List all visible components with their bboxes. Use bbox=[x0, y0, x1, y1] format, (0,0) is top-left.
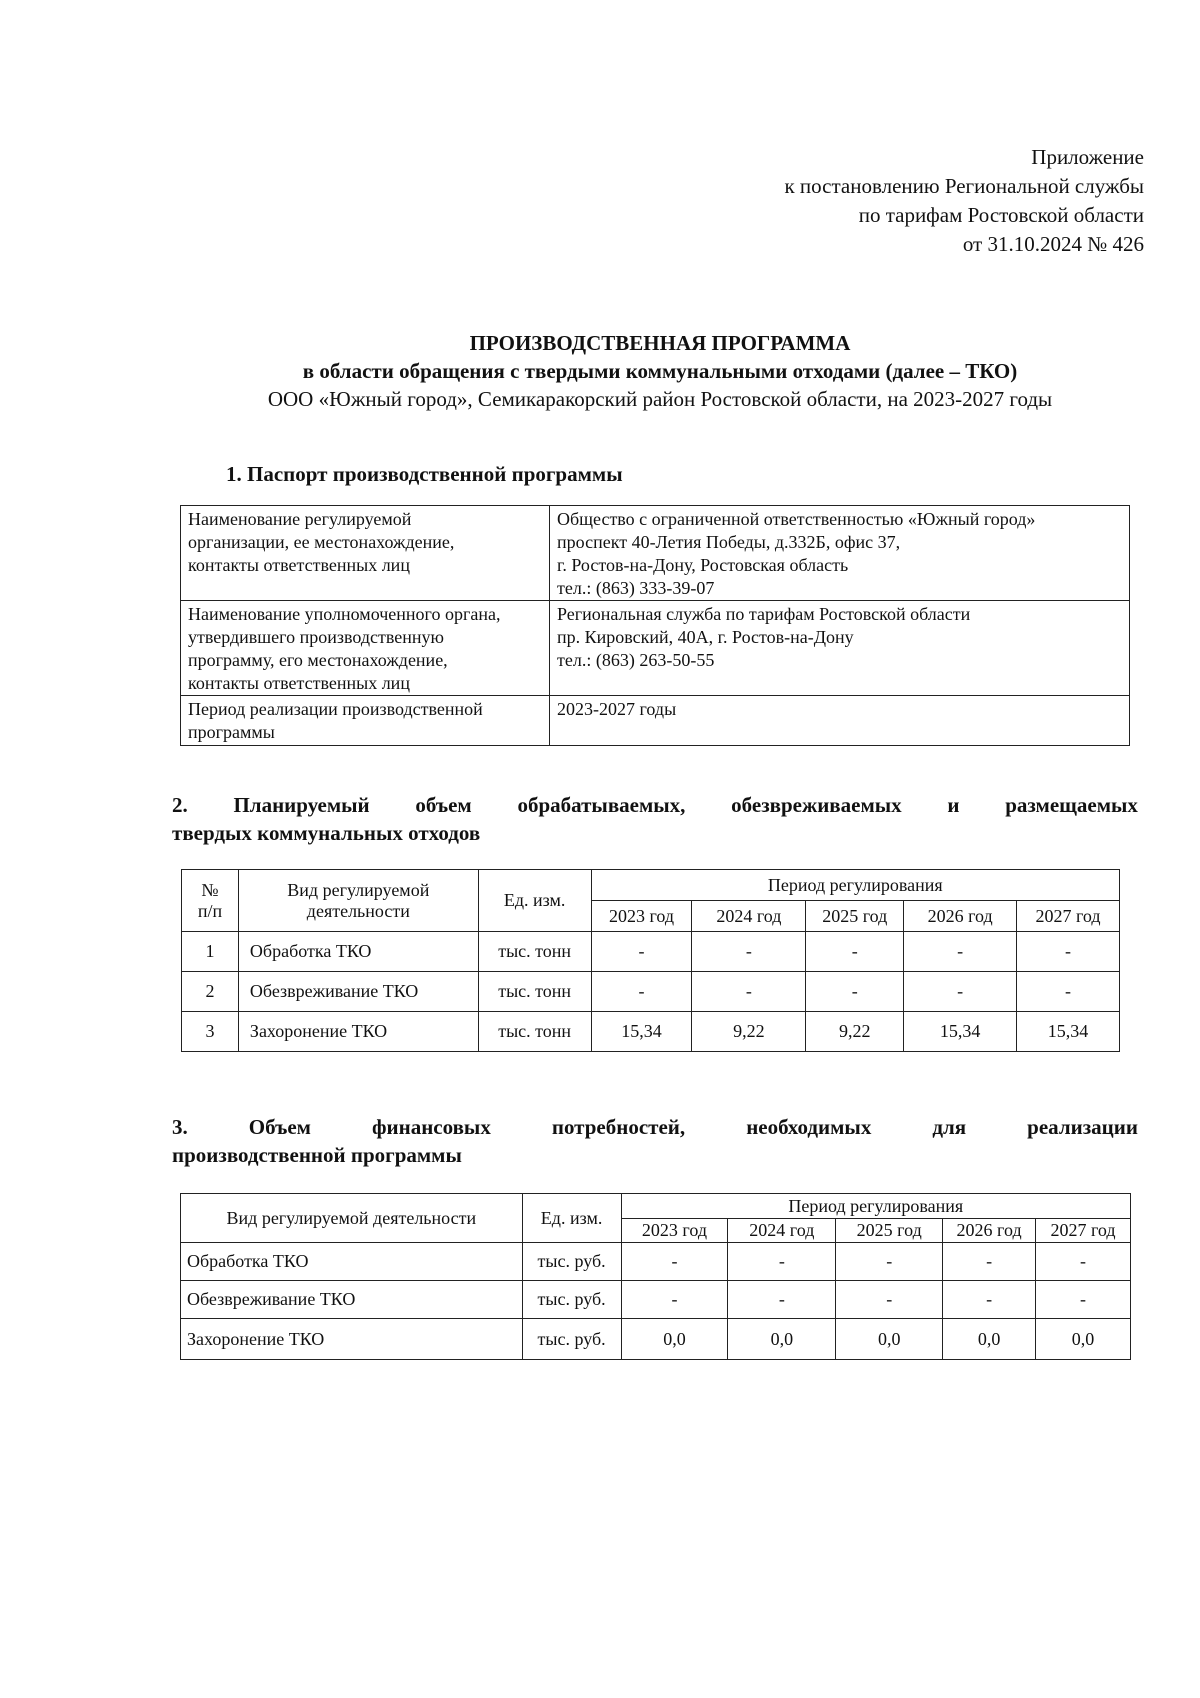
heading-word: реализации bbox=[1027, 1115, 1138, 1139]
row-unit: тыс. руб. bbox=[522, 1281, 621, 1319]
row-unit: тыс. руб. bbox=[522, 1319, 621, 1360]
table-row bbox=[181, 1243, 1131, 1281]
cell-line: контакты ответственных лиц bbox=[188, 673, 410, 693]
cell-line: тел.: (863) 263-50-55 bbox=[557, 650, 715, 670]
table-header-row bbox=[181, 1194, 1131, 1219]
document-organization: ООО «Южный город», Семикаракорский район Ростовской области, на 2023-2027 годы bbox=[267, 387, 1053, 411]
section1-heading: 1. Паспорт производственной программы bbox=[226, 462, 623, 486]
heading-word: для bbox=[932, 1115, 967, 1139]
section3-heading bbox=[172, 1113, 1138, 1169]
header-line: п/п bbox=[197, 900, 223, 921]
passport-label-cell bbox=[181, 601, 550, 696]
row-value: 0,0 bbox=[1036, 1319, 1131, 1360]
heading-line bbox=[172, 791, 1138, 819]
heading-word: обрабатываемых, bbox=[517, 793, 686, 817]
row-num: 3 bbox=[182, 1012, 239, 1052]
row-value: - bbox=[1017, 932, 1120, 972]
row-value: - bbox=[836, 1243, 943, 1281]
heading-word: обезвреживаемых bbox=[731, 793, 902, 817]
heading-word: Планируемый bbox=[233, 793, 370, 817]
row-value: - bbox=[904, 932, 1017, 972]
cell-line: Наименование регулируемой bbox=[188, 509, 412, 529]
document-subtitle: в области обращения с твердыми коммунальными отходами (далее – ТКО) bbox=[302, 359, 1018, 383]
row-value: - bbox=[591, 972, 692, 1012]
header-num bbox=[182, 870, 239, 932]
cell-line: тел.: (863) 333-39-07 bbox=[557, 578, 715, 598]
row-activity: Обезвреживание ТКО bbox=[238, 972, 478, 1012]
header-year: 2026 год bbox=[904, 901, 1017, 932]
row-value: - bbox=[1036, 1243, 1131, 1281]
row-num: 1 bbox=[182, 932, 239, 972]
passport-label-cell bbox=[181, 506, 550, 601]
cell-line: г. Ростов-на-Дону, Ростовская область bbox=[557, 555, 849, 575]
finance-table bbox=[180, 1193, 1131, 1360]
row-activity: Захоронение ТКО bbox=[238, 1012, 478, 1052]
header-year: 2025 год bbox=[836, 1219, 943, 1243]
row-value: - bbox=[943, 1281, 1036, 1319]
volume-table bbox=[181, 869, 1120, 1052]
header-period: Период регулирования bbox=[621, 1194, 1130, 1219]
header-year: 2023 год bbox=[591, 901, 692, 932]
header-unit: Ед. изм. bbox=[522, 1194, 621, 1243]
header-activity bbox=[238, 870, 478, 932]
heading-word: потребностей, bbox=[551, 1115, 686, 1139]
heading-word: Объем bbox=[248, 1115, 311, 1139]
row-value: 0,0 bbox=[836, 1319, 943, 1360]
row-value: 9,22 bbox=[806, 1012, 904, 1052]
row-value: 9,22 bbox=[692, 1012, 806, 1052]
passport-label-cell bbox=[181, 696, 550, 746]
cell-line: программу, его местонахождение, bbox=[188, 650, 448, 670]
header-year: 2024 год bbox=[728, 1219, 836, 1243]
table-row bbox=[182, 972, 1120, 1012]
cell-line: проспект 40-Летия Победы, д.332Б, офис 37, bbox=[557, 532, 901, 552]
heading-line bbox=[172, 1113, 1138, 1141]
heading-word: размещаемых bbox=[1005, 793, 1138, 817]
heading-line: производственной программы bbox=[172, 1143, 462, 1167]
heading-word: финансовых bbox=[371, 1115, 491, 1139]
heading-word: 3. bbox=[172, 1115, 188, 1139]
document-title-block bbox=[180, 329, 1140, 413]
appendix-line: Приложение bbox=[1031, 145, 1144, 169]
row-unit: тыс. тонн bbox=[478, 972, 591, 1012]
row-value: - bbox=[806, 972, 904, 1012]
cell-line: организации, ее местонахождение, bbox=[188, 532, 455, 552]
cell-line: Наименование уполномоченного органа, bbox=[188, 604, 501, 624]
row-value: 15,34 bbox=[1017, 1012, 1120, 1052]
cell-line: Общество с ограниченной ответственностью «Южный город» bbox=[557, 509, 1036, 529]
row-value: 0,0 bbox=[621, 1319, 728, 1360]
appendix-line: по тарифам Ростовской области bbox=[858, 203, 1144, 227]
heading-line: твердых коммунальных отходов bbox=[172, 821, 481, 845]
passport-table bbox=[180, 505, 1130, 746]
row-value: - bbox=[621, 1281, 728, 1319]
row-value: - bbox=[904, 972, 1017, 1012]
cell-line: программы bbox=[188, 722, 275, 742]
row-value: - bbox=[943, 1243, 1036, 1281]
passport-value-cell bbox=[550, 506, 1130, 601]
header-unit: Ед. изм. bbox=[478, 870, 591, 932]
header-period: Период регулирования bbox=[591, 870, 1119, 901]
row-value: 0,0 bbox=[728, 1319, 836, 1360]
table-row bbox=[181, 601, 1130, 696]
table-row bbox=[182, 932, 1120, 972]
header-line: № bbox=[201, 879, 219, 900]
cell-line: Период реализации производственной bbox=[188, 699, 483, 719]
row-value: - bbox=[836, 1281, 943, 1319]
cell-line: Региональная служба по тарифам Ростовской области bbox=[557, 604, 971, 624]
row-value: - bbox=[806, 932, 904, 972]
row-activity: Захоронение ТКО bbox=[181, 1319, 523, 1360]
header-line: деятельности bbox=[306, 900, 410, 921]
header-activity: Вид регулируемой деятельности bbox=[181, 1194, 523, 1243]
row-value: 15,34 bbox=[591, 1012, 692, 1052]
header-year: 2027 год bbox=[1036, 1219, 1131, 1243]
row-value: - bbox=[591, 932, 692, 972]
header-line: Вид регулируемой bbox=[287, 879, 430, 900]
document-title: ПРОИЗВОДСТВЕННАЯ ПРОГРАММА bbox=[469, 331, 851, 355]
appendix-line: к постановлению Региональной службы bbox=[784, 174, 1144, 198]
row-unit: тыс. тонн bbox=[478, 932, 591, 972]
cell-line: контакты ответственных лиц bbox=[188, 555, 410, 575]
header-year: 2026 год bbox=[943, 1219, 1036, 1243]
appendix-line: от 31.10.2024 № 426 bbox=[962, 232, 1144, 256]
row-value: 0,0 bbox=[943, 1319, 1036, 1360]
table-header-row bbox=[182, 870, 1120, 901]
heading-word: необходимых bbox=[746, 1115, 872, 1139]
row-value: - bbox=[621, 1243, 728, 1281]
row-num: 2 bbox=[182, 972, 239, 1012]
row-activity: Обработка ТКО bbox=[181, 1243, 523, 1281]
row-value: - bbox=[692, 932, 806, 972]
row-unit: тыс. тонн bbox=[478, 1012, 591, 1052]
cell-line: 2023-2027 годы bbox=[557, 699, 677, 719]
row-value: - bbox=[728, 1281, 836, 1319]
table-row bbox=[181, 506, 1130, 601]
heading-word: объем bbox=[415, 793, 472, 817]
row-value: - bbox=[1036, 1281, 1131, 1319]
appendix-note bbox=[784, 143, 1144, 259]
table-row bbox=[181, 696, 1130, 746]
row-activity: Обезвреживание ТКО bbox=[181, 1281, 523, 1319]
row-value: 15,34 bbox=[904, 1012, 1017, 1052]
header-year: 2023 год bbox=[621, 1219, 728, 1243]
row-activity: Обработка ТКО bbox=[238, 932, 478, 972]
table-row bbox=[181, 1319, 1131, 1360]
row-value: - bbox=[1017, 972, 1120, 1012]
header-year: 2025 год bbox=[806, 901, 904, 932]
passport-value-cell bbox=[550, 696, 1130, 746]
header-year: 2027 год bbox=[1017, 901, 1120, 932]
cell-line: утвердившего производственную bbox=[188, 627, 444, 647]
passport-value-cell bbox=[550, 601, 1130, 696]
row-value: - bbox=[692, 972, 806, 1012]
table-row bbox=[181, 1281, 1131, 1319]
heading-word: и bbox=[947, 793, 960, 817]
cell-line: пр. Кировский, 40А, г. Ростов-на-Дону bbox=[557, 627, 854, 647]
row-value: - bbox=[728, 1243, 836, 1281]
row-unit: тыс. руб. bbox=[522, 1243, 621, 1281]
heading-word: 2. bbox=[172, 793, 188, 817]
section2-heading bbox=[172, 791, 1138, 847]
header-year: 2024 год bbox=[692, 901, 806, 932]
table-row bbox=[182, 1012, 1120, 1052]
